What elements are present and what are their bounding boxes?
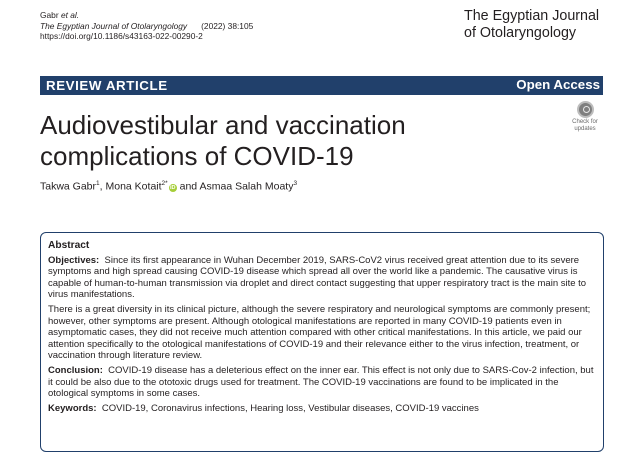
check-for-updates-line2: updates [574, 125, 596, 132]
conclusion-label: Conclusion: [48, 364, 103, 376]
check-for-updates-label [566, 119, 604, 132]
author-affiliation: 2* [161, 180, 168, 187]
check-for-updates-button[interactable] [566, 100, 604, 138]
author-separator: , [99, 180, 106, 193]
abstract-heading: Abstract [48, 240, 90, 251]
article-title-line1: Audiovestibular and vaccination [40, 110, 406, 140]
article-type-banner [40, 76, 603, 95]
conclusion-text: COVID-19 disease has a deleterious effect on the inner ear. This effect is not only due to SARS-Cov-2 infection, but it could be also due to the ototoxic drugs used for treatment. The COVID-19 vaccinations are found to be implicated in the otological symptoms in some cases. [48, 364, 594, 400]
open-access-label: Open Access [516, 77, 600, 92]
article-title [40, 110, 406, 172]
citation-journal: The Egyptian Journal of Otolaryngology [40, 20, 188, 31]
author-name[interactable]: Takwa Gabr [40, 180, 97, 193]
citation-etal: et al. [60, 10, 80, 20]
author-name[interactable]: Mona Kotait [105, 180, 162, 193]
keywords-text: COVID-19, Coronavirus infections, Hearing loss, Vestibular diseases, COVID-19 vaccines [101, 402, 479, 414]
journal-brand-line2: of Otolaryngology [464, 24, 577, 41]
journal-brand [464, 8, 599, 41]
author-affiliation: 3 [293, 180, 298, 187]
orcid-icon[interactable]: iD [169, 184, 176, 191]
abstract-conclusion [48, 365, 600, 400]
objectives-text: Since its first appearance in Wuhan December 2019, SARS-CoV2 virus received great attention due to its severe symptoms and high spread causing COVID-19 disease which spread all over the world like a pandemic. The causative virus is capable of human-to-human transmission via droplet and direct contact suggesting that upper respiratory tract is the main site to virus manifestations. [48, 254, 587, 301]
citation-authors [40, 10, 253, 21]
citation-doi-link[interactable]: https://doi.org/10.1186/s43163-022-00290-2 [40, 31, 203, 42]
journal-brand-line1: The Egyptian Journal [464, 8, 600, 24]
author-name[interactable]: Asmaa Salah Moaty [199, 180, 294, 193]
objectives-label: Objectives: [48, 254, 100, 266]
author-affiliation: 1 [96, 180, 100, 187]
author-separator: and [176, 180, 200, 193]
abstract-body: There is a great diversity in its clinical picture, although the severe respiratory and neurological symptoms are commonly present; however, other symptoms are present. Although otological manifestations are reported in many COVID-19 patients even in asymptomatic cases, they did not receive much attention compared with other critical manifestations. In this article, we paid our attention specifically to the otological manifestations of COVID-19 and their relevance either to the virus infection, treatment, or vaccination through literature review. [48, 303, 591, 362]
article-title-line2: complications of COVID-19 [40, 141, 354, 171]
author-list [40, 180, 297, 193]
keywords-label: Keywords: [48, 402, 97, 414]
citation-block [40, 10, 253, 42]
abstract [48, 240, 600, 417]
abstract-objectives [48, 255, 600, 301]
check-for-updates-icon [577, 101, 594, 118]
citation-year-volume: (2022) 38:105 [201, 20, 254, 31]
article-type-label: REVIEW ARTICLE [46, 78, 168, 93]
citation-journal-line [40, 21, 253, 32]
check-for-updates-line1: Check for [572, 119, 598, 125]
citation-author: Gabr [40, 10, 61, 20]
abstract-keywords [48, 403, 600, 415]
